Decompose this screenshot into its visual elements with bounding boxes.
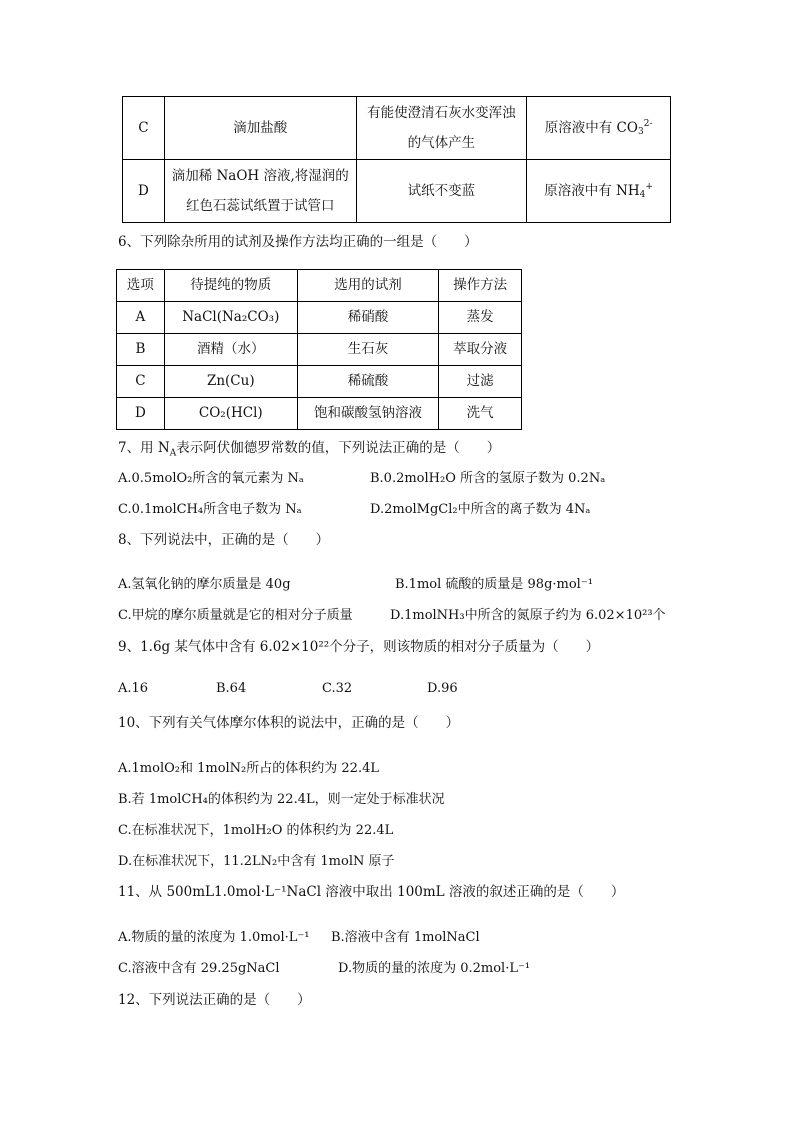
table-cell: 饱和碳酸氢钠溶液	[297, 398, 439, 430]
question-9-stem: 9、1.6g 某气体中含有 6.02×10²²个分子，则该物质的相对分子质量为（ ）	[118, 639, 600, 655]
table-cell: 洗气	[439, 398, 522, 430]
question-10-option-a: A.1molO₂和 1molN₂所占的体积约为 22.4L	[118, 761, 379, 776]
phenomenon-line: 有能使澄清石灰水变浑浊	[367, 105, 516, 121]
table-cell: Zn(Cu)	[164, 366, 297, 398]
question-7-option-a: A.0.5molO₂所含的氧元素为 Nₐ	[118, 471, 304, 486]
operation-line: 滴加盐酸	[233, 120, 288, 136]
question-8-option-b: B.1mol 硫酸的质量是 98g·mol⁻¹	[395, 577, 593, 592]
conclusion-cell: 原溶液中有 NH4+	[527, 160, 671, 223]
question-9-option-a: A.16	[118, 681, 149, 696]
option-cell: D	[123, 160, 165, 223]
table-cell: 过滤	[439, 366, 522, 398]
operation-cell	[164, 160, 356, 223]
table-cell: B	[117, 334, 165, 366]
phenomenon-cell	[356, 160, 527, 223]
header-cell: 选项	[117, 270, 165, 302]
question-11-option-c: C.溶液中含有 29.25gNaCl	[118, 961, 280, 976]
table-cell: 蒸发	[439, 302, 522, 334]
operation-line: 红色石蕊试纸置于试管口	[186, 198, 335, 214]
phenomenon-line: 的气体产生	[407, 135, 476, 151]
question-9-option-c: C.32	[322, 681, 353, 696]
question-12-stem: 12、下列说法正确的是（ ）	[118, 992, 311, 1008]
operation-cell	[164, 97, 356, 160]
table-row	[117, 334, 522, 366]
question-10-option-b: B.若 1molCH₄的体积约为 22.4L，则一定处于标准状况	[118, 792, 445, 807]
table-row	[123, 160, 671, 223]
table-cell: 酒精（水）	[164, 334, 297, 366]
question-10-stem: 10、下列有关气体摩尔体积的说法中，正确的是（ ）	[118, 715, 460, 731]
table-cell: 稀硫酸	[297, 366, 439, 398]
operation-line: 滴加稀 NaOH 溶液,将湿润的	[171, 168, 349, 184]
question-7-option-d: D.2molMgCl₂中所含的离子数为 4Nₐ	[370, 502, 591, 517]
question-11-option-b: B.溶液中含有 1molNaCl	[331, 930, 480, 945]
table-cell: 稀硝酸	[297, 302, 439, 334]
question-8-option-d: D.1molNH₃中所含的氮原子约为 6.02×10²³个	[390, 608, 666, 623]
question-8-stem: 8、下列说法中，正确的是（ ）	[118, 532, 330, 548]
option-cell: C	[123, 97, 165, 160]
question-7-stem: 7、用 $N_A$表示阿伏伽德罗常数的值，下列说法正确的是（ ）	[118, 440, 501, 459]
header-cell: 待提纯的物质	[164, 270, 297, 302]
question-9-option-b: B.64	[216, 681, 247, 696]
header-cell: 选用的试剂	[297, 270, 439, 302]
conclusion-cell: 原溶液中有 $CO3^{2-}$	[527, 97, 671, 160]
phenomenon-line: 试纸不变蓝	[407, 183, 476, 199]
table-cell: NaCl(Na₂CO₃)	[164, 302, 297, 334]
question-7-option-b: B.0.2molH₂O 所含的氢原子数为 0.2Nₐ	[370, 471, 606, 486]
table-header-row	[117, 270, 522, 302]
table-cell: C	[117, 366, 165, 398]
question-7-option-c: C.0.1molCH₄所含电子数为 Nₐ	[118, 502, 302, 517]
phenomenon-cell	[356, 97, 527, 160]
question-10-option-c: C.在标准状况下，1molH₂O 的体积约为 22.4L	[118, 823, 394, 838]
question-6-stem: 6、下列除杂所用的试剂及操作方法均正确的一组是（ ）	[118, 234, 478, 250]
table-cell: 萃取分液	[439, 334, 522, 366]
question-11-option-d: D.物质的量的浓度为 0.2mol·L⁻¹	[338, 961, 531, 976]
table-cell: D	[117, 398, 165, 430]
question-10-option-d: D.在标准状况下，11.2LN₂中含有 1molN 原子	[118, 854, 395, 869]
table-cell: A	[117, 302, 165, 334]
table-row	[117, 302, 522, 334]
table-cell: 生石灰	[297, 334, 439, 366]
question-9-option-d: D.96	[427, 681, 458, 696]
question-11-option-a: A.物质的量的浓度为 1.0mol·L⁻¹	[118, 930, 310, 945]
question-8-option-c: C.甲烷的摩尔质量就是它的相对分子质量	[118, 608, 353, 623]
table-row	[117, 366, 522, 398]
header-cell: 操作方法	[439, 270, 522, 302]
experiment-table	[122, 96, 671, 223]
question-11-stem: 11、从 500mL1.0mol·L⁻¹NaCl 溶液中取出 100mL 溶液的叙述正确的是（ ）	[118, 884, 625, 900]
table-row	[117, 398, 522, 430]
table-cell: CO₂(HCl)	[164, 398, 297, 430]
purification-table	[116, 269, 522, 430]
question-8-option-a: A.氢氧化钠的摩尔质量是 40g	[118, 577, 291, 592]
table-row	[123, 97, 671, 160]
